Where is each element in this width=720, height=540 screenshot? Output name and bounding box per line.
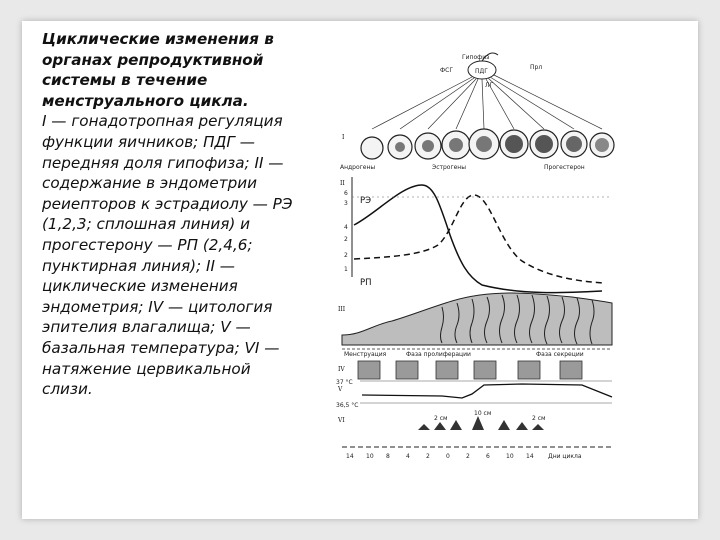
re-label: РЭ: [360, 196, 372, 206]
basal-temperature-curve: [362, 384, 612, 398]
label-prl: Прл: [530, 64, 543, 71]
label-estrogens: Эстрогены: [432, 164, 466, 171]
day-tick-2: 10: [366, 453, 374, 460]
caption-title: Циклические изменения в органах репродуктивной системы в течение менструального цикла.: [42, 30, 274, 110]
rp-scale-6: 6: [344, 190, 348, 197]
day-tick-4: 4: [406, 453, 410, 460]
day-tick-8: 6: [486, 453, 490, 460]
day-axis-ticks: [346, 453, 534, 460]
section-mark-1: I: [342, 134, 345, 141]
rp-curve: [354, 195, 604, 283]
phase-proliferation: Фаза пролиферации: [406, 351, 471, 358]
cycle-figure: [322, 45, 622, 475]
slide: [22, 21, 698, 519]
day-tick-1: 14: [346, 453, 354, 460]
phase-menstruation: Менструация: [344, 351, 387, 358]
caption: [42, 29, 304, 400]
section-mark-4: IV: [338, 366, 345, 373]
label-lh: ЛГ: [485, 82, 494, 89]
label-androgens: Андрогены: [340, 164, 376, 171]
rp-scale-2: 2: [344, 252, 348, 259]
day-tick-5: 2: [426, 453, 430, 460]
re-scale-3: 3: [344, 200, 348, 207]
label-fsh: ФСГ: [440, 67, 454, 74]
day-tick-7: 2: [466, 453, 470, 460]
rp-label: РП: [360, 278, 372, 288]
re-curve: [354, 185, 602, 293]
day-tick-3: 8: [386, 453, 390, 460]
mucus-label-3: 2 см: [532, 415, 546, 422]
label-pdg: ПДГ: [475, 68, 488, 75]
day-axis-caption: Дни цикла: [548, 453, 582, 460]
label-progesterone: Прогестерон: [544, 164, 585, 171]
label-hypophysis: Гипофиз: [462, 54, 490, 61]
mucus-label-2: 10 см: [474, 410, 492, 417]
re-scale-1: 1: [344, 266, 348, 273]
section-mark-5: V: [338, 386, 343, 393]
re-scale-2: 2: [344, 236, 348, 243]
section-mark-3: III: [338, 306, 346, 313]
day-tick-9: 10: [506, 453, 514, 460]
section-mark-2: II: [340, 180, 345, 187]
day-tick-6: 0: [446, 453, 450, 460]
temp-high-label: 37 °C: [336, 379, 353, 386]
mucus-label-1: 2 см: [434, 415, 448, 422]
cytology-cells: [358, 361, 582, 379]
rp-scale-4: 4: [344, 224, 348, 231]
endometrium-layer: [342, 293, 612, 345]
caption-body: I — гонадотропная регуляция функции яичников; ПДГ — передняя доля гипофиза; II — содержание в эндометрии реиепторов к эстрадиолу — РЭ (1,2,3; сплошная линия) и прогестерону — РП (2,4,6; пунктирная линия); II — циклические изменения эндометрия; IV — цитология эпителия влагалища; V — базальная температура; VI — натяжение цервикальной слизи.: [42, 112, 293, 399]
day-tick-10: 14: [526, 453, 534, 460]
cycle-figure-svg: [322, 45, 622, 475]
temp-low-label: 36,5 °C: [336, 402, 359, 409]
section-mark-6: VI: [338, 417, 345, 424]
phase-secretion: Фаза секреции: [536, 351, 584, 358]
